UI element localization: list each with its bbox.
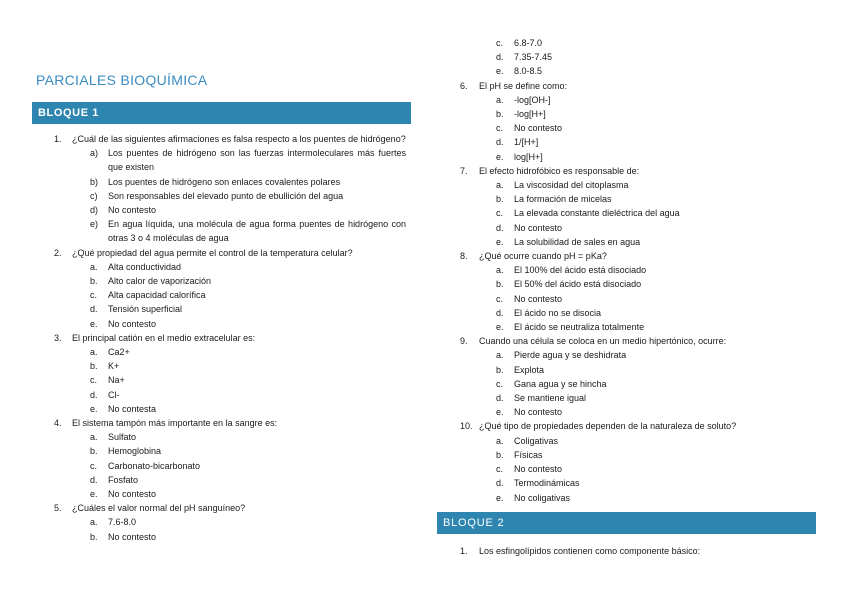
question-text: ¿Qué ocurre cuando pH = pKa? — [479, 251, 607, 262]
option-letter: d) — [90, 205, 99, 216]
option-text: La formación de micelas — [514, 194, 612, 205]
question-text: El principal catión en el medio extracelular es: — [72, 332, 256, 343]
option-letter: b. — [90, 446, 98, 457]
answer-option[interactable] — [54, 473, 406, 487]
option-letter: d. — [496, 52, 504, 63]
option-letter: c. — [496, 123, 504, 134]
question-2 — [54, 246, 406, 260]
answer-option[interactable] — [54, 487, 406, 501]
option-text: No contesto — [108, 531, 157, 542]
option-text: Los puentes de hidrógeno son las fuerzas intermoleculares más fuertes que existen — [108, 148, 406, 173]
answer-option[interactable] — [54, 260, 406, 274]
answer-option[interactable] — [54, 288, 406, 302]
option-text: 6.8-7.0 — [514, 38, 543, 48]
option-letter: a. — [496, 435, 504, 446]
answer-option[interactable] — [460, 363, 820, 377]
question-number: 2. — [54, 247, 62, 258]
option-letter: e. — [496, 492, 504, 503]
option-letter: b. — [496, 279, 504, 290]
option-letter: d. — [90, 389, 98, 400]
answer-option[interactable] — [460, 320, 820, 334]
question-text: El sistema tampón más importante en la sangre es: — [72, 418, 278, 429]
option-text: No contesto — [514, 222, 563, 233]
answer-option[interactable] — [460, 221, 820, 235]
option-letter: b. — [496, 194, 504, 205]
question-text: Cuando una célula se coloca en un medio hipertónico, ocurre: — [479, 336, 727, 347]
option-text: 1/[H+] — [514, 137, 539, 148]
option-letter: e. — [90, 489, 98, 500]
option-text: Hemoglobina — [108, 446, 162, 457]
option-text: La viscosidad del citoplasma — [514, 180, 629, 191]
option-text: La solubilidad de sales en agua — [514, 236, 641, 247]
option-text: 7.35-7.45 — [514, 52, 553, 63]
option-letter: b. — [496, 109, 504, 120]
answer-option[interactable] — [54, 402, 406, 416]
answer-option[interactable] — [54, 302, 406, 316]
option-text: El 50% del ácido está disociado — [514, 279, 642, 290]
question-number: 7. — [460, 165, 468, 176]
option-letter: e. — [90, 403, 98, 414]
question-6 — [460, 79, 820, 93]
option-text: Los puentes de hidrógeno son enlaces covalentes polares — [108, 176, 341, 187]
answer-option[interactable] — [54, 146, 406, 174]
option-letter: c. — [90, 460, 98, 471]
answer-option[interactable] — [54, 345, 406, 359]
question-7 — [460, 164, 820, 178]
option-text: El ácido no se disocia — [514, 307, 602, 318]
question-number: 10. — [460, 421, 473, 432]
question-number: 6. — [460, 80, 468, 91]
answer-option[interactable] — [460, 405, 820, 419]
option-text: Cl- — [108, 389, 120, 400]
question-text: ¿Cuál de las siguientes afirmaciones es falsa respecto a los puentes de hidrógeno? — [72, 134, 406, 144]
option-letter: c. — [90, 290, 98, 301]
option-letter: d. — [496, 393, 504, 404]
option-text: No contesto — [108, 489, 157, 500]
option-text: Ca2+ — [108, 347, 130, 358]
answer-option[interactable] — [460, 107, 820, 121]
option-letter: c. — [496, 464, 504, 475]
option-text: K+ — [108, 361, 120, 372]
option-letter: b. — [496, 364, 504, 375]
answer-option[interactable] — [460, 64, 820, 78]
option-letter: e. — [496, 407, 504, 418]
option-text: Sulfato — [108, 432, 137, 443]
option-text: Coligativas — [514, 435, 559, 446]
option-text: En agua líquida, una molécula de agua forma puentes de hidrógeno con otras 3 o 4 moléculas de agua — [108, 219, 406, 244]
option-text: log[H+] — [514, 151, 543, 162]
option-letter: b. — [496, 449, 504, 460]
answer-option[interactable] — [460, 36, 820, 50]
answer-option[interactable] — [460, 277, 820, 291]
option-text: Alto calor de vaporización — [108, 276, 212, 287]
answer-option[interactable] — [54, 459, 406, 473]
option-text: No contesto — [108, 205, 157, 216]
answer-option[interactable] — [460, 50, 820, 64]
question-4 — [54, 416, 406, 430]
question-5 — [54, 501, 406, 515]
answer-option[interactable] — [54, 373, 406, 387]
answer-option[interactable] — [460, 391, 820, 405]
answer-option[interactable] — [460, 235, 820, 249]
option-text: No contesto — [514, 407, 563, 418]
answer-option[interactable] — [460, 135, 820, 149]
option-letter: e. — [496, 322, 504, 333]
bloque-2-question-1 — [460, 544, 820, 558]
option-text: Fosfato — [108, 474, 139, 485]
answer-option[interactable] — [54, 317, 406, 331]
option-letter: a. — [90, 517, 98, 528]
answer-option[interactable] — [460, 377, 820, 391]
question-text: ¿Qué tipo de propiedades dependen de la naturaleza de soluto? — [479, 421, 737, 432]
answer-option[interactable] — [460, 306, 820, 320]
option-text: Físicas — [514, 449, 543, 460]
option-letter: c. — [496, 378, 504, 389]
question-number: 1. — [460, 546, 468, 556]
option-text: Carbonato-bicarbonato — [108, 460, 201, 471]
right-column — [460, 36, 820, 505]
option-text: No contesto — [514, 123, 563, 134]
answer-option[interactable] — [54, 175, 406, 189]
option-text: Na+ — [108, 375, 125, 386]
answer-option[interactable] — [54, 444, 406, 458]
option-letter: c. — [496, 208, 504, 219]
option-letter: e. — [496, 66, 504, 77]
question-text: Los esfingolípidos contienen como componente básico: — [479, 546, 701, 556]
question-text: ¿Qué propiedad del agua permite el control de la temperatura celular? — [72, 247, 353, 258]
option-letter: c. — [496, 293, 504, 304]
left-column — [54, 132, 406, 544]
option-text: No contesto — [108, 318, 157, 329]
answer-option[interactable] — [460, 491, 820, 505]
option-text: Son responsables del elevado punto de ebullición del agua — [108, 190, 344, 201]
answer-option[interactable] — [460, 462, 820, 476]
option-text: Termodinámicas — [514, 478, 580, 489]
option-letter: d. — [90, 474, 98, 485]
answer-option[interactable] — [460, 263, 820, 277]
answer-option[interactable] — [460, 206, 820, 220]
answer-option[interactable] — [460, 434, 820, 448]
option-letter: b. — [90, 361, 98, 372]
option-letter: d. — [90, 304, 98, 315]
option-text: Tensión superficial — [108, 304, 183, 315]
option-letter: e. — [496, 236, 504, 247]
question-number: 9. — [460, 336, 468, 347]
option-letter: e) — [90, 219, 99, 230]
answer-option[interactable] — [54, 388, 406, 402]
question-number: 4. — [54, 418, 62, 429]
option-text: -log[OH-] — [514, 94, 551, 105]
option-letter: d. — [496, 307, 504, 318]
answer-option[interactable] — [54, 515, 406, 529]
option-letter: e. — [90, 318, 98, 329]
option-text: -log[H+] — [514, 109, 546, 120]
option-letter: a) — [90, 148, 99, 159]
option-letter: c) — [90, 190, 98, 201]
question-10 — [460, 419, 820, 433]
question-9 — [460, 334, 820, 348]
answer-option[interactable] — [54, 189, 406, 203]
answer-option[interactable] — [54, 530, 406, 544]
option-text: Alta capacidad calorífica — [108, 290, 206, 301]
answer-option[interactable] — [54, 359, 406, 373]
question-text: El efecto hidrofóbico es responsable de: — [479, 165, 640, 176]
answer-option[interactable] — [460, 476, 820, 490]
question-number: 5. — [54, 503, 62, 514]
option-text: 8.0-8.5 — [514, 66, 543, 77]
option-text: Alta conductividad — [108, 261, 182, 272]
section-header-bloque-2: BLOQUE 2 — [437, 512, 816, 534]
option-letter: a. — [496, 350, 504, 361]
question-number: 8. — [460, 251, 468, 262]
option-letter: d. — [496, 137, 504, 148]
option-letter: a. — [90, 261, 98, 272]
option-text: 7.6-8.0 — [108, 517, 137, 528]
option-letter: e. — [496, 151, 504, 162]
answer-option[interactable] — [460, 93, 820, 107]
option-text: No contesto — [514, 464, 563, 475]
question-3 — [54, 331, 406, 345]
option-text: El 100% del ácido está disociado — [514, 265, 647, 276]
option-text: No contesta — [108, 403, 157, 414]
answer-option[interactable] — [460, 192, 820, 206]
answer-option[interactable] — [54, 430, 406, 444]
question-1 — [54, 132, 406, 146]
answer-option[interactable] — [54, 274, 406, 288]
answer-option[interactable] — [54, 217, 406, 245]
option-letter: d. — [496, 478, 504, 489]
answer-option[interactable] — [460, 150, 820, 164]
option-letter: a. — [496, 180, 504, 191]
option-letter: a. — [90, 432, 98, 443]
option-letter: a. — [496, 94, 504, 105]
option-text: Gana agua y se hincha — [514, 378, 607, 389]
answer-option[interactable] — [460, 348, 820, 362]
option-text: No contesto — [514, 293, 563, 304]
option-letter: b. — [90, 276, 98, 287]
option-text: Explota — [514, 364, 545, 375]
answer-option[interactable] — [460, 178, 820, 192]
answer-option[interactable] — [460, 292, 820, 306]
answer-option[interactable] — [460, 121, 820, 135]
option-text: Pierde agua y se deshidrata — [514, 350, 627, 361]
option-text: Se mantiene igual — [514, 393, 587, 404]
option-letter: c. — [90, 375, 98, 386]
question-text: ¿Cuáles el valor normal del pH sanguíneo? — [72, 503, 246, 514]
question-number: 1. — [54, 134, 62, 144]
option-letter: b. — [90, 531, 98, 542]
option-letter: b) — [90, 176, 99, 187]
option-letter: a. — [90, 347, 98, 358]
section-header-bloque-1: BLOQUE 1 — [32, 102, 411, 124]
option-text: La elevada constante dieléctrica del agua — [514, 208, 680, 219]
question-number: 3. — [54, 332, 62, 343]
answer-option[interactable] — [54, 203, 406, 217]
option-letter: d. — [496, 222, 504, 233]
option-text: No coligativas — [514, 492, 571, 503]
question-text: El pH se define como: — [479, 80, 568, 91]
option-letter: a. — [496, 265, 504, 276]
question-8 — [460, 249, 820, 263]
answer-option[interactable] — [460, 448, 820, 462]
page-title: PARCIALES BIOQUÍMICA — [36, 72, 208, 88]
option-text: El ácido se neutraliza totalmente — [514, 322, 645, 333]
option-letter: c. — [496, 38, 504, 48]
